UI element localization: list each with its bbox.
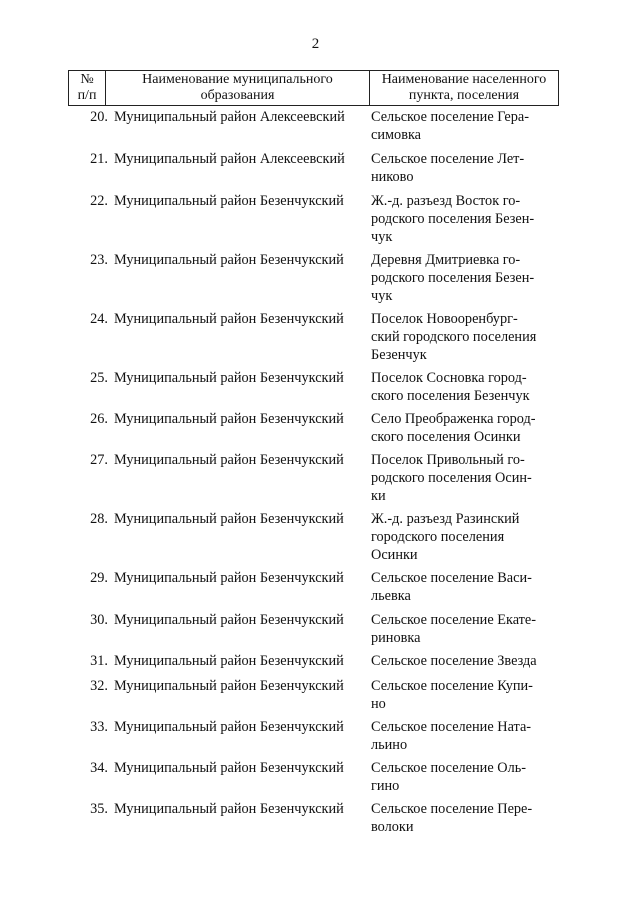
settlement-name-line: Ж.-д. разъезд Восток го- <box>371 193 521 209</box>
settlement-name-line: никово <box>371 169 414 185</box>
settlement-name-line: ского поселения Осинки <box>371 429 521 445</box>
header-municipality-line-2: образования <box>200 88 275 103</box>
row-number: 35. <box>90 801 108 817</box>
municipality-name: Муниципальный район Безенчукский <box>114 193 344 209</box>
page-number: 2 <box>311 36 320 52</box>
settlement-name-line: симовка <box>371 127 422 143</box>
settlement-name <box>371 718 561 754</box>
header-number-line-1: № <box>80 72 94 87</box>
settlement-name-line: Поселок Сосновка город- <box>371 370 527 386</box>
row-number: 23. <box>90 252 108 268</box>
header-settlement-line-2: пункта, поселения <box>408 88 520 103</box>
settlement-name <box>371 410 561 446</box>
row-number: 30. <box>90 612 108 628</box>
row-number: 20. <box>90 109 108 125</box>
settlement-name-line: Деревня Дмитриевка го- <box>371 252 521 268</box>
settlement-name <box>371 800 561 836</box>
row-number: 34. <box>90 760 108 776</box>
settlement-name <box>371 677 561 713</box>
settlement-name-line: Сельское поселение Оль- <box>371 760 526 776</box>
settlement-name <box>371 569 561 605</box>
municipality-name: Муниципальный район Безенчукский <box>114 311 344 327</box>
settlement-name-line: родского поселения Безен- <box>371 270 535 286</box>
settlement-name-line: ский городского поселения <box>371 329 537 345</box>
settlement-name-line: но <box>371 696 386 712</box>
municipality-name: Муниципальный район Безенчукский <box>114 678 344 694</box>
settlement-name-line: Сельское поселение Ната- <box>371 719 532 735</box>
settlement-name-line: чук <box>371 288 393 304</box>
settlement-name-line: Сельское поселение Гера- <box>371 109 530 125</box>
settlement-name-line: Сельское поселение Звезда <box>371 653 537 669</box>
municipality-name: Муниципальный район Безенчукский <box>114 411 344 427</box>
settlement-name-line: Село Преображенка город- <box>371 411 536 427</box>
settlement-name-line: Сельское поселение Васи- <box>371 570 532 586</box>
row-number: 26. <box>90 411 108 427</box>
row-number: 25. <box>90 370 108 386</box>
municipality-name: Муниципальный район Безенчукский <box>114 612 344 628</box>
settlement-name-line: Сельское поселение Екате- <box>371 612 537 628</box>
settlement-name <box>371 192 561 246</box>
settlement-name-line: льино <box>371 737 408 753</box>
row-number: 22. <box>90 193 108 209</box>
settlement-name-line: Сельское поселение Лет- <box>371 151 525 167</box>
settlement-name <box>371 759 561 795</box>
table-header <box>68 70 559 106</box>
settlement-name-line: Ж.-д. разъезд Разинский <box>371 511 520 527</box>
settlement-name-line: родского поселения Безен- <box>371 211 535 227</box>
settlement-name <box>371 150 561 186</box>
settlement-name <box>371 369 561 405</box>
settlement-name-line: волоки <box>371 819 414 835</box>
settlement-name-line: льевка <box>371 588 411 604</box>
municipality-name: Муниципальный район Алексеевский <box>114 109 345 125</box>
municipality-name: Муниципальный район Безенчукский <box>114 760 344 776</box>
row-number: 29. <box>90 570 108 586</box>
settlement-name <box>371 611 561 647</box>
municipality-name: Муниципальный район Безенчукский <box>114 370 344 386</box>
row-number: 27. <box>90 452 108 468</box>
settlement-name-line: городского поселения <box>371 529 505 545</box>
header-municipality-line-1: Наименование муниципального <box>142 72 333 87</box>
settlement-name <box>371 510 561 564</box>
municipality-name: Муниципальный район Безенчукский <box>114 719 344 735</box>
settlement-name <box>371 652 561 670</box>
settlement-name-line: Осинки <box>371 547 418 563</box>
settlement-name-line: ки <box>371 488 386 504</box>
settlement-name-line: гино <box>371 778 400 794</box>
municipality-name: Муниципальный район Безенчукский <box>114 801 344 817</box>
settlement-name <box>371 251 561 305</box>
municipality-name: Муниципальный район Безенчукский <box>114 511 344 527</box>
settlement-name-line: Поселок Привольный го- <box>371 452 525 468</box>
header-municipality-column <box>106 71 370 106</box>
settlement-name-line: Сельское поселение Пере- <box>371 801 533 817</box>
row-number: 33. <box>90 719 108 735</box>
settlement-name <box>371 108 561 144</box>
row-number: 21. <box>90 151 108 167</box>
settlement-name-line: Поселок Новооренбург- <box>371 311 518 327</box>
municipality-name: Муниципальный район Алексеевский <box>114 151 345 167</box>
settlement-name-line: риновка <box>371 630 421 646</box>
row-number: 32. <box>90 678 108 694</box>
header-number-line-2: п/п <box>77 88 97 103</box>
settlement-name-line: родского поселения Осин- <box>371 470 532 486</box>
settlement-name-line: чук <box>371 229 393 245</box>
settlement-name-line: Безенчук <box>371 347 427 363</box>
header-settlement-column <box>370 71 559 106</box>
municipality-name: Муниципальный район Безенчукский <box>114 653 344 669</box>
municipality-name: Муниципальный район Безенчукский <box>114 570 344 586</box>
row-number: 28. <box>90 511 108 527</box>
municipality-name: Муниципальный район Безенчукский <box>114 252 344 268</box>
settlement-name <box>371 310 561 364</box>
settlement-name-line: ского поселения Безенчук <box>371 388 530 404</box>
header-number-column <box>69 71 106 106</box>
settlement-name <box>371 451 561 505</box>
header-settlement-line-1: Наименование населенного <box>381 72 547 87</box>
settlement-name-line: Сельское поселение Купи- <box>371 678 533 694</box>
municipality-name: Муниципальный район Безенчукский <box>114 452 344 468</box>
row-number: 31. <box>90 653 108 669</box>
row-number: 24. <box>90 311 108 327</box>
